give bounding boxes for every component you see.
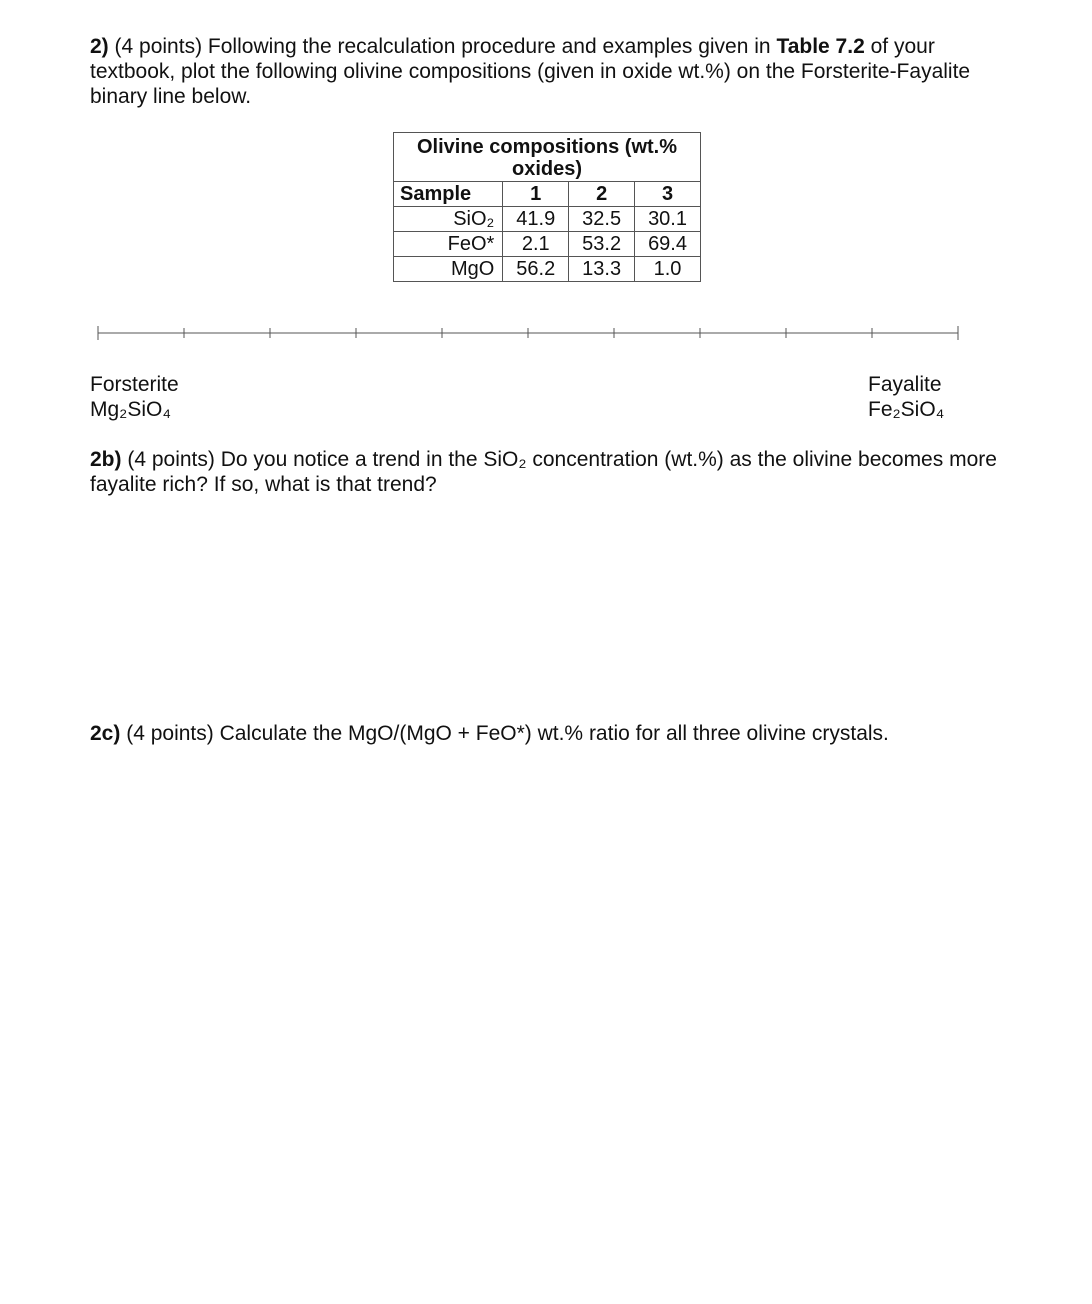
row-label: SiO₂ bbox=[394, 207, 503, 232]
table-cell: 13.3 bbox=[569, 257, 635, 282]
forsterite-name: Forsterite bbox=[90, 373, 179, 396]
header-cell: 1 bbox=[503, 182, 569, 207]
forsterite-endmember-label bbox=[90, 372, 179, 422]
question-2-number: 2) bbox=[90, 35, 109, 58]
question-2c-number: 2c) bbox=[90, 722, 121, 745]
fayalite-name: Fayalite bbox=[868, 373, 942, 396]
row-label: MgO bbox=[394, 257, 503, 282]
forsterite-fayalite-binary-line bbox=[0, 0, 1092, 360]
question-2-points: (4 points) bbox=[114, 35, 203, 58]
header-cell: 3 bbox=[635, 182, 701, 207]
forsterite-formula: Mg₂SiO₄ bbox=[90, 398, 171, 421]
question-2c-text bbox=[90, 721, 1020, 746]
question-2-text-b: of your textbook, plot the following olivine compositions (given in oxide wt.%) on the Forsterite-Fayalite binary line below. bbox=[90, 35, 971, 108]
question-2b-text bbox=[90, 447, 1020, 497]
header-cell: Sample bbox=[394, 182, 503, 207]
table-reference: Table 7.2 bbox=[776, 35, 865, 58]
fayalite-formula: Fe₂SiO₄ bbox=[868, 398, 945, 421]
table-cell: 32.5 bbox=[569, 207, 635, 232]
question-2b-body: (4 points) Do you notice a trend in the SiO₂ concentration (wt.%) as the olivine becomes more fayalite rich? If so, what is that trend? bbox=[90, 448, 997, 496]
question-2b-number: 2b) bbox=[90, 448, 122, 471]
table-caption: Olivine compositions (wt.% oxides) bbox=[394, 133, 701, 182]
question-2-text-a: Following the recalculation procedure and examples given in bbox=[207, 35, 771, 58]
table-cell: 56.2 bbox=[503, 257, 569, 282]
header-cell: 2 bbox=[569, 182, 635, 207]
table-cell: 69.4 bbox=[635, 232, 701, 257]
question-2c-body: (4 points) Calculate the MgO/(MgO + FeO*) wt.% ratio for all three olivine crystals. bbox=[126, 722, 889, 745]
table-cell: 41.9 bbox=[503, 207, 569, 232]
table-cell: 53.2 bbox=[569, 232, 635, 257]
table-cell: 30.1 bbox=[635, 207, 701, 232]
table-cell: 2.1 bbox=[503, 232, 569, 257]
table-cell: 1.0 bbox=[635, 257, 701, 282]
fayalite-endmember-label bbox=[868, 372, 944, 422]
row-label: FeO* bbox=[394, 232, 503, 257]
